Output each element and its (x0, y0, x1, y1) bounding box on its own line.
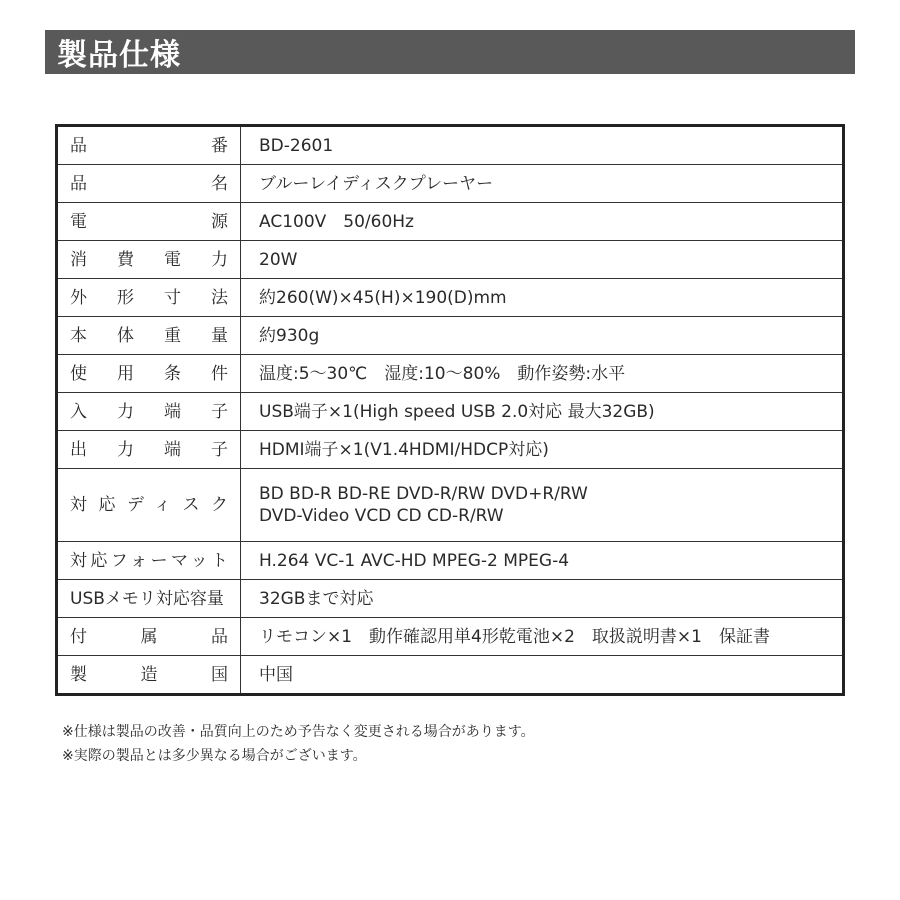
spec-label-cell (57, 431, 241, 469)
spec-value-cell (241, 469, 844, 542)
spec-value: ブルーレイディスクプレーヤー (259, 173, 494, 194)
spec-value: USB端子×1(High speed USB 2.0対応 最大32GB) (259, 401, 655, 422)
table-row (57, 279, 844, 317)
spec-value-cell (241, 580, 844, 618)
spec-value: 20W (259, 249, 298, 270)
spec-label-cell (57, 469, 241, 542)
spec-label: 使用条件 (70, 363, 228, 384)
table-row (57, 165, 844, 203)
spec-value-cell (241, 317, 844, 355)
spec-label: 出力端子 (70, 439, 228, 460)
spec-value-line: BD BD-R BD-RE DVD-R/RW DVD+R/RW (259, 484, 588, 504)
spec-value-cell (241, 203, 844, 241)
spec-label: 本体重量 (70, 325, 228, 346)
spec-table (55, 124, 845, 696)
footnote: ※実際の製品とは多少異なる場合がございます。 (62, 748, 367, 764)
spec-value-line: DVD-Video VCD CD CD-R/RW (259, 506, 504, 526)
spec-label: 外形寸法 (70, 287, 228, 308)
footnotes (62, 720, 535, 768)
spec-label: 対応ディスク (70, 495, 228, 515)
spec-label-cell (57, 317, 241, 355)
page-title: 製品仕様 (57, 38, 181, 73)
spec-label: 製造国 (70, 664, 228, 685)
table-row (57, 469, 844, 542)
spec-label: 対応フォーマット (70, 550, 228, 571)
spec-label-cell (57, 241, 241, 279)
spec-label: 品番 (70, 135, 228, 156)
table-row (57, 618, 844, 656)
spec-value: 32GBまで対応 (259, 588, 374, 609)
spec-label-cell (57, 279, 241, 317)
spec-label: 消費電力 (70, 249, 228, 270)
spec-label-cell (57, 126, 241, 165)
spec-label-cell (57, 355, 241, 393)
spec-value: H.264 VC-1 AVC-HD MPEG-2 MPEG-4 (259, 550, 570, 571)
spec-label-cell (57, 542, 241, 580)
spec-value: BD-2601 (259, 135, 334, 156)
spec-label: 付属品 (70, 626, 228, 647)
spec-label: 電源 (70, 211, 228, 232)
spec-value-cell (241, 165, 844, 203)
table-row (57, 393, 844, 431)
spec-label: 品名 (70, 173, 228, 194)
table-row (57, 580, 844, 618)
table-row (57, 656, 844, 695)
spec-value-cell (241, 355, 844, 393)
spec-value: リモコン×1 動作確認用単4形乾電池×2 取扱説明書×1 保証書 (259, 626, 770, 647)
spec-value: 中国 (259, 664, 293, 685)
spec-label: USBメモリ対応容量 (70, 588, 224, 609)
spec-value-cell (241, 542, 844, 580)
spec-label-cell (57, 393, 241, 431)
spec-label: 入力端子 (70, 401, 228, 422)
section-header (45, 30, 855, 74)
table-row (57, 241, 844, 279)
spec-value: 約930g (259, 325, 320, 346)
spec-label-cell (57, 618, 241, 656)
spec-label-cell (57, 656, 241, 695)
spec-value-cell (241, 656, 844, 695)
spec-value-cell (241, 126, 844, 165)
table-row (57, 126, 844, 165)
spec-value-cell (241, 618, 844, 656)
table-row (57, 317, 844, 355)
spec-label-cell (57, 165, 241, 203)
spec-value-cell (241, 241, 844, 279)
spec-value: 約260(W)×45(H)×190(D)mm (259, 287, 507, 308)
spec-value: 温度:5〜30℃ 湿度:10〜80% 動作姿勢:水平 (259, 363, 626, 384)
spec-value-cell (241, 279, 844, 317)
table-row (57, 355, 844, 393)
table-row (57, 203, 844, 241)
spec-label-cell (57, 203, 241, 241)
footnote: ※仕様は製品の改善・品質向上のため予告なく変更される場合があります。 (62, 724, 535, 740)
spec-value: AC100V 50/60Hz (259, 211, 414, 232)
spec-label-cell (57, 580, 241, 618)
spec-value-cell (241, 431, 844, 469)
table-row (57, 431, 844, 469)
table-row (57, 542, 844, 580)
spec-value: HDMI端子×1(V1.4HDMI/HDCP対応) (259, 439, 549, 460)
spec-value-cell (241, 393, 844, 431)
